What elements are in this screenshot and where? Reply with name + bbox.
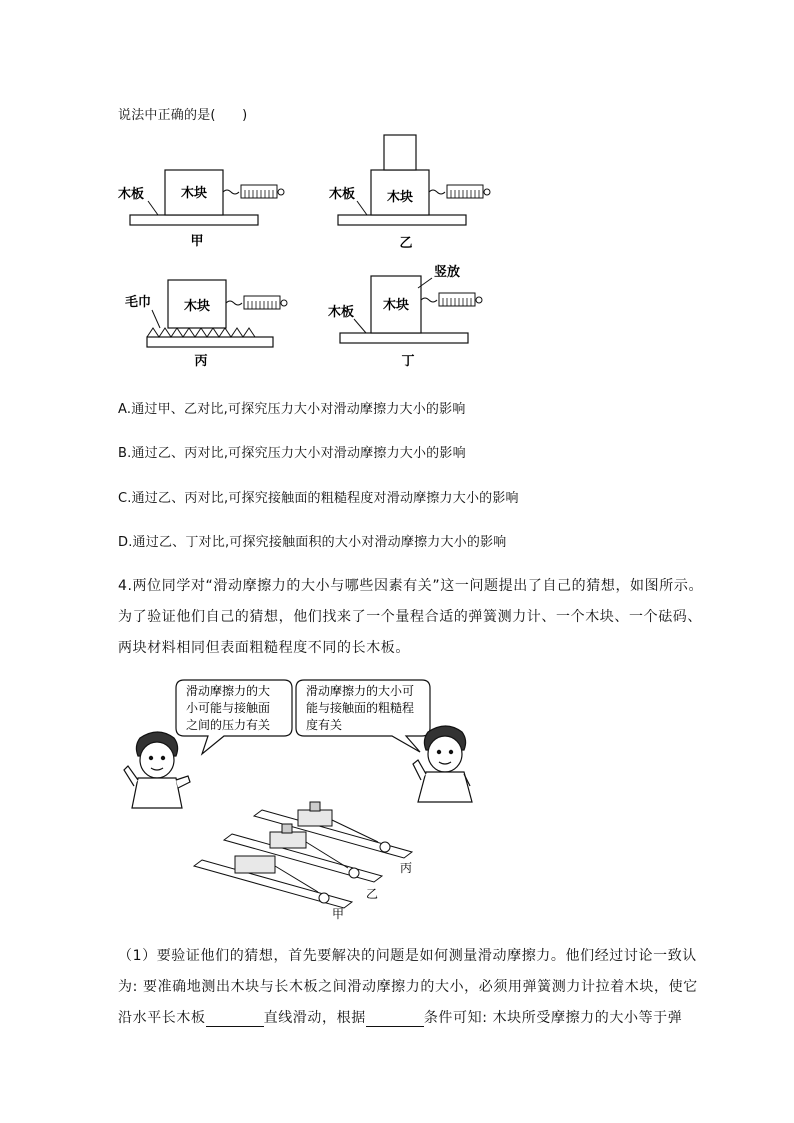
- bubble-left-line3: 之间的压力有关: [186, 718, 271, 732]
- q4-line3: 两块材料相同但表面粗糙程度不同的长木板。: [118, 640, 410, 656]
- part1-line3: [118, 1007, 682, 1027]
- block-label: 木块: [183, 299, 211, 314]
- block-label: 木块: [386, 190, 414, 205]
- q4-line1: 4.两位同学对“滑动摩擦力的大小与哪些因素有关”这一问题提出了自己的猜想，如图所示。: [118, 578, 704, 594]
- option-c: C.通过乙、丙对比,可探究接触面的粗糙程度对滑动摩擦力大小的影响: [118, 491, 519, 506]
- sketch-label-yi: 乙: [366, 887, 379, 901]
- right-speech-bubble: [296, 680, 430, 752]
- sketch-label-jia: 甲: [332, 907, 345, 921]
- board-label: 木板: [329, 187, 356, 202]
- student-left-illustration: [124, 732, 190, 808]
- part1-line3-a: 沿水平长木板: [118, 1010, 206, 1026]
- bubble-left-line1: 滑动摩擦力的大: [186, 684, 271, 698]
- towel-label: 毛巾: [125, 295, 152, 310]
- setup-yi: [329, 135, 490, 251]
- board-label: 木板: [118, 187, 145, 202]
- friction-experiment-figure: [0, 130, 794, 390]
- question-stem: 说法中正确的是( ): [118, 108, 248, 123]
- part1-line2: 为: 要准确地测出木块与长木板之间滑动摩擦力的大小，必须用弹簧测力计拉着木块，使它: [118, 979, 698, 995]
- setup-jia: [118, 170, 284, 249]
- setup-bing: [125, 280, 287, 369]
- part1-line3-b: 直线滑动，根据: [263, 1010, 366, 1026]
- answer-blank-2[interactable]: [366, 1012, 424, 1027]
- bubble-right-line1: 滑动摩擦力的大小可: [306, 684, 415, 698]
- board-label: 木板: [328, 305, 355, 320]
- bubble-right-line3: 度有关: [306, 718, 343, 732]
- answer-blank-1[interactable]: [206, 1012, 264, 1027]
- part1-line3-c: 条件可知: 木块所受摩擦力的大小等于弹: [423, 1010, 683, 1026]
- setup-ding: [328, 264, 482, 369]
- sketch-label-bing: 丙: [400, 861, 413, 875]
- block-label: 木块: [382, 298, 410, 313]
- option-b: B.通过乙、丙对比,可探究压力大小对滑动摩擦力大小的影响: [118, 446, 466, 461]
- students-guess-figure: [0, 670, 794, 930]
- block-label: 木块: [180, 186, 208, 201]
- left-speech-bubble: [176, 680, 292, 754]
- q4-line2: 为了验证他们自己的猜想，他们找来了一个量程合适的弹簧测力计、一个木块、一个砝码、: [118, 609, 702, 625]
- caption-bing: 丙: [194, 354, 208, 369]
- vertical-label: 竖放: [434, 265, 461, 280]
- bubble-left-line2: 小可能与接触面: [186, 701, 271, 715]
- experiment-sketch: [194, 802, 412, 908]
- bubble-right-line2: 能与接触面的粗糙程: [306, 701, 415, 715]
- part1-line1: （1）要验证他们的猜想，首先要解决的问题是如何测量滑动摩擦力。他们经过讨论一致认: [118, 948, 697, 964]
- caption-ding: 丁: [401, 354, 415, 369]
- caption-jia: 甲: [190, 234, 204, 249]
- caption-yi: 乙: [399, 236, 413, 251]
- student-right-illustration: [413, 726, 472, 802]
- option-d: D.通过乙、丁对比,可探究接触面积的大小对滑动摩擦力大小的影响: [118, 535, 507, 550]
- option-a: A.通过甲、乙对比,可探究压力大小对滑动摩擦力大小的影响: [118, 402, 466, 417]
